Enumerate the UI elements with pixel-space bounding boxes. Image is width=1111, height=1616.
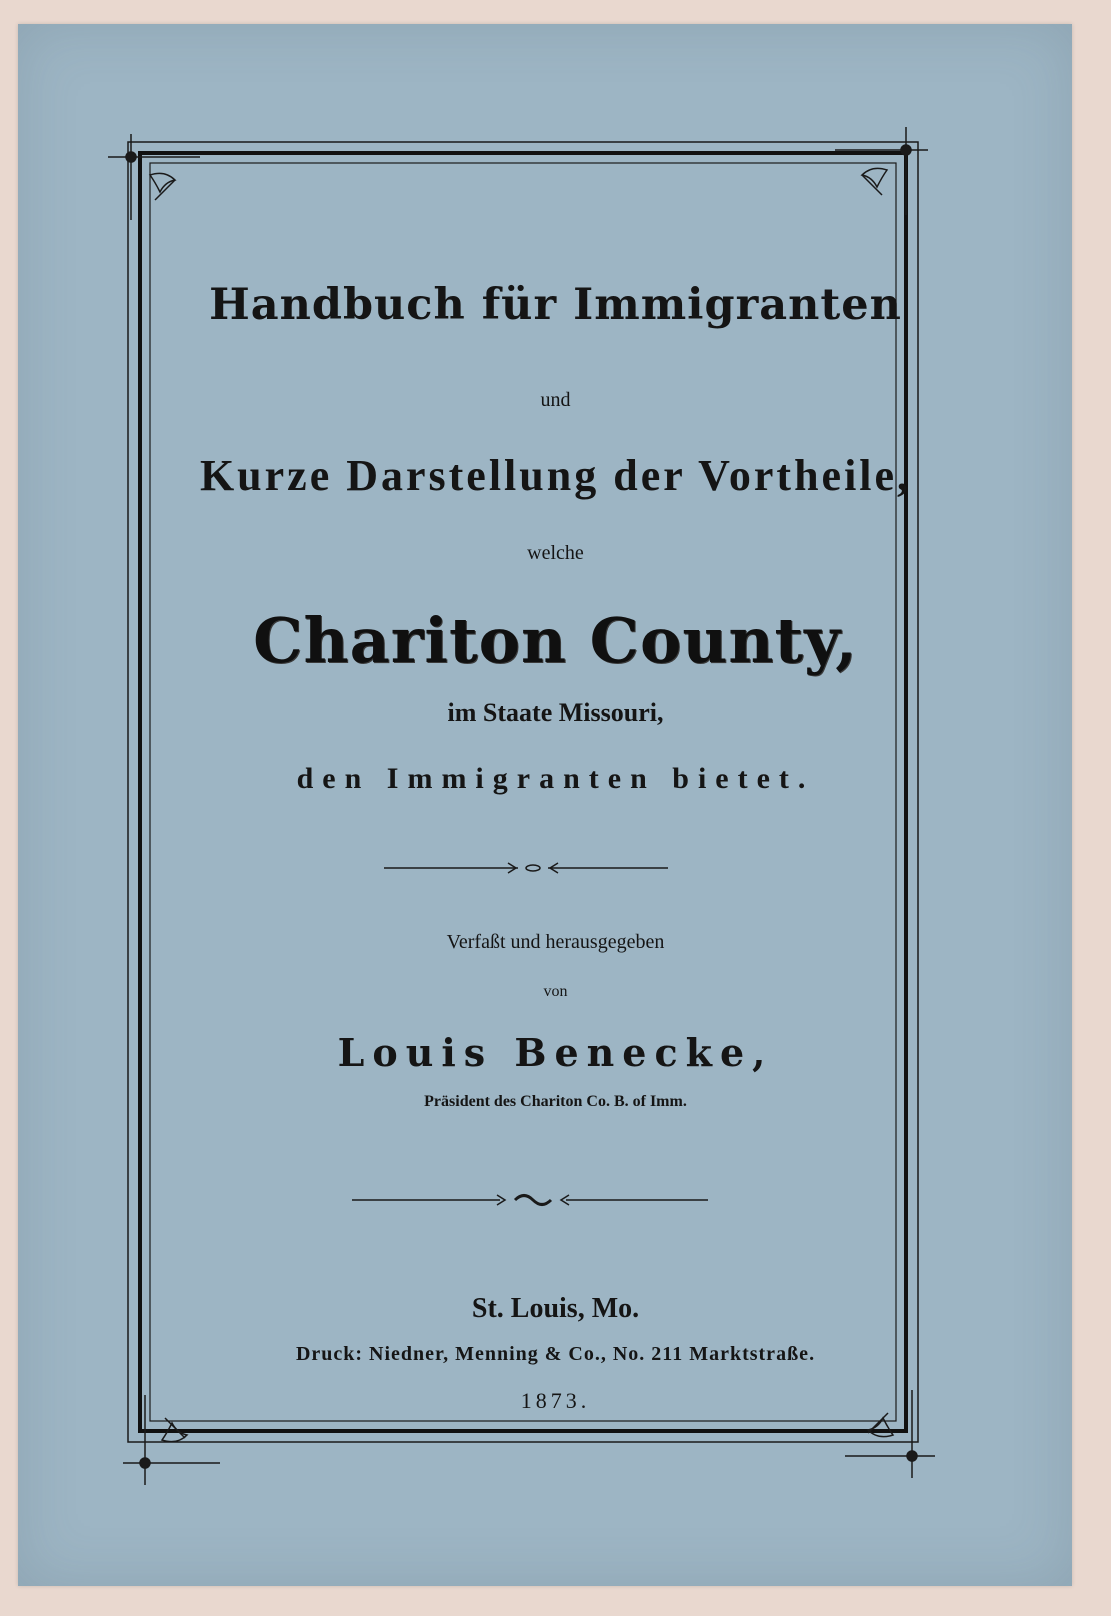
pamphlet-title: Handbuch für Immigranten bbox=[209, 280, 902, 330]
corner-ornament-top-right bbox=[835, 127, 928, 215]
imprint-place: St. Louis, Mo. bbox=[471, 1293, 640, 1324]
author-title: Präsident des Chariton Co. B. of Imm. bbox=[424, 1093, 687, 1110]
pamphlet-subtitle: Kurze Darstellung der Vortheile, bbox=[199, 451, 912, 500]
upper-divider-rule bbox=[384, 863, 668, 873]
imprint-printer: Druck: Niedner, Menning & Co., No. 211 Marktstraße. bbox=[295, 1343, 816, 1365]
imprint-year: 1873. bbox=[520, 1388, 591, 1413]
credit-line: Verfaßt und herausgegeben bbox=[446, 931, 665, 953]
county-heading: Chariton County, bbox=[253, 604, 858, 677]
corner-ornament-top-left bbox=[108, 134, 200, 220]
by-line: von bbox=[543, 983, 568, 1000]
author-name: Louis Benecke, bbox=[337, 1030, 774, 1075]
lower-divider-rule bbox=[352, 1195, 708, 1205]
relative-welche: welche bbox=[527, 542, 584, 564]
conjunction-und: und bbox=[540, 389, 571, 411]
state-line: im Staate Missouri, bbox=[447, 698, 664, 727]
tagline: den Immigranten bietet. bbox=[296, 762, 815, 795]
